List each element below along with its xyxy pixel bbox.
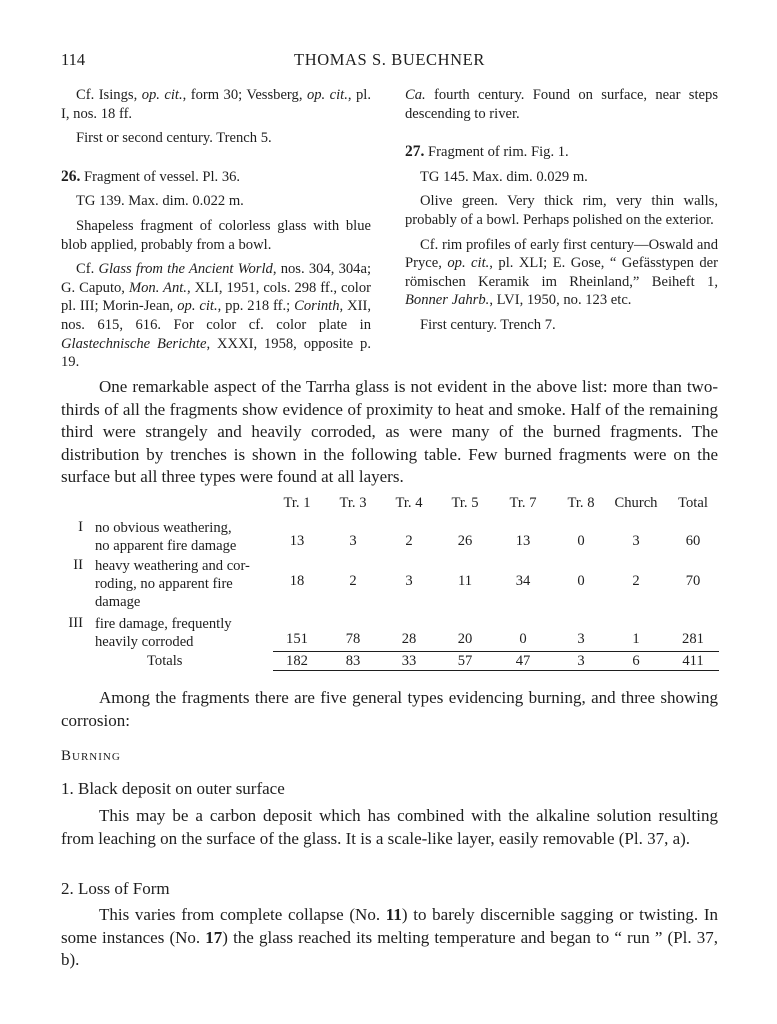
table-row-label — [95, 519, 265, 555]
entry-27-description: Olive green. Very thick rim, very thin walls, probably of a bowl. Perhaps polished on the exterior. — [405, 193, 718, 228]
table-row-numeral: II — [73, 557, 83, 573]
table-row-label-line: fire damage, frequently — [95, 616, 232, 632]
entry-27-heading: 27. Fragment of rim. Fig. 1. — [405, 143, 569, 161]
table-column-header: Tr. 1 — [283, 495, 311, 511]
table-total-cell: 411 — [682, 653, 704, 669]
table-cell: 3 — [349, 533, 357, 549]
types-paragraph: Among the fragments there are five general types evidencing burning, and three showing corrosion: — [61, 688, 718, 730]
table-total-cell: 33 — [401, 653, 417, 669]
table-cell: 60 — [685, 533, 701, 549]
table-cell: 34 — [515, 573, 531, 589]
table-cell: 70 — [685, 573, 701, 589]
table-cell: 20 — [457, 631, 473, 647]
entry-26-description: Shapeless fragment of colorless glass with blue blob applied, probably from a bowl. — [61, 217, 371, 253]
item-1-heading: 1. Black deposit on outer surface — [61, 779, 285, 798]
table-cell: 0 — [577, 573, 585, 589]
table-row-label — [95, 557, 265, 611]
intro-paragraph: One remarkable aspect of the Tarrha glass is not evident in the above list: more than two-thirds of all the fragments show evidence of proximity to heat and smoke. Half of the remaining third were strangely and heavily corroded, as were many of the burned fragments. The distribution by trenches is shown in the following table. Few burned fragments were on the surface but all three types were found at all layers. — [61, 377, 718, 487]
table-row-numeral: I — [78, 519, 83, 535]
table-row-label — [95, 615, 265, 651]
table-column-header: Tr. 5 — [451, 495, 479, 511]
table-cell: 0 — [577, 533, 585, 549]
entry-26-tg: TG 139. Max. dim. 0.022 m. — [76, 193, 244, 210]
table-total-cell: 83 — [345, 653, 361, 669]
page-number: 114 — [61, 50, 86, 69]
table-row-numeral: III — [68, 615, 83, 631]
table-totals-rule — [273, 651, 719, 652]
table-bottom-rule — [273, 670, 719, 671]
item-2-text: This varies from complete collapse (No. 11) to barely discernible sagging or twisting. In some instances (No. 17) the glass reached its melting temperature and began to “ run ” (Pl. 37, b). — [61, 905, 718, 970]
left-column — [61, 86, 371, 378]
table-total-cell: 57 — [457, 653, 473, 669]
entry-27-date: First century. Trench 7. — [420, 316, 556, 333]
table-total-cell: 6 — [632, 653, 640, 669]
table-cell: 13 — [289, 533, 305, 549]
table-cell: 2 — [632, 573, 640, 589]
running-title: THOMAS S. BUECHNER — [294, 50, 485, 69]
table-cell: 18 — [289, 573, 305, 589]
table-row-label-line: no obvious weathering, — [95, 520, 232, 536]
table-cell: 3 — [405, 573, 413, 589]
table-cell: 2 — [405, 533, 413, 549]
previous-entry-date: First or second century. Trench 5. — [76, 130, 272, 147]
table-cell: 0 — [519, 631, 527, 647]
table-total-cell: 182 — [286, 653, 308, 669]
table-cell: 26 — [457, 533, 473, 549]
table-cell: 11 — [457, 573, 473, 589]
item-2-heading: 2. Loss of Form — [61, 879, 170, 898]
table-totals-label: Totals — [147, 653, 183, 669]
table-cell: 13 — [515, 533, 531, 549]
table-cell: 28 — [401, 631, 417, 647]
table-total-cell: 47 — [515, 653, 531, 669]
table-row-label-line: roding, no apparent fire — [95, 576, 233, 592]
table-column-header: Tr. 7 — [509, 495, 537, 511]
table-column-header: Total — [678, 495, 708, 511]
table-cell: 151 — [286, 631, 308, 647]
item-1-text: This may be a carbon deposit which has combined with the alkaline solution resulting from leaching on the surface of the glass. It is a scale-like layer, easily removable (Pl. 37, a). — [61, 806, 718, 848]
table-cell: 1 — [632, 631, 640, 647]
previous-entry-references: Cf. Isings, op. cit., form 30; Vessberg, op. cit., pl. I, nos. 18 ff. — [61, 87, 371, 122]
table-row-label-line: heavy weathering and cor- — [95, 558, 250, 574]
entry-27-references: Cf. rim profiles of early first century—Oswald and Pryce, op. cit., pl. XLI; E. Gose, “ Gefässtypen der römischen Keramik im Rheinland,” Beiheft 1, Bonner Jahrb., LVI, 1950, no. 123 etc. — [405, 236, 718, 309]
table-row-label-line: no apparent fire damage — [95, 538, 237, 554]
right-column — [405, 86, 718, 341]
table-total-cell: 3 — [577, 653, 585, 669]
table-cell: 281 — [682, 631, 704, 647]
table-cell: 3 — [632, 533, 640, 549]
entry-26-heading: 26. Fragment of vessel. Pl. 36. — [61, 167, 241, 185]
running-head — [61, 50, 718, 72]
table-column-header: Tr. 3 — [339, 495, 367, 511]
entry-27-tg: TG 145. Max. dim. 0.029 m. — [420, 168, 588, 185]
table-column-header: Tr. 8 — [567, 495, 595, 511]
previous-entry-date-right: Ca. fourth century. Found on surface, near steps descending to river. — [405, 87, 718, 122]
table-row-label-line: damage — [95, 594, 141, 610]
table-cell: 78 — [345, 631, 361, 647]
table-column-header: Tr. 4 — [395, 495, 423, 511]
section-heading: Burning — [61, 748, 121, 764]
table-column-header: Church — [614, 495, 658, 511]
table-row-label-line: heavily corroded — [95, 634, 194, 650]
entry-26-references: Cf. Glass from the Ancient World, nos. 304, 304a; G. Caputo, Mon. Ant., XLI, 1951, cols. 298 ff., color pl. III; Morin-Jean, op. cit., pp. 218 ff.; Corinth, XII, nos. 615, 616. For color cf. color plate in Glastechnische Berichte, XXXI, 1958, opposite p. 19. — [61, 261, 372, 371]
table-cell: 3 — [577, 631, 585, 647]
table-cell: 2 — [349, 573, 357, 589]
